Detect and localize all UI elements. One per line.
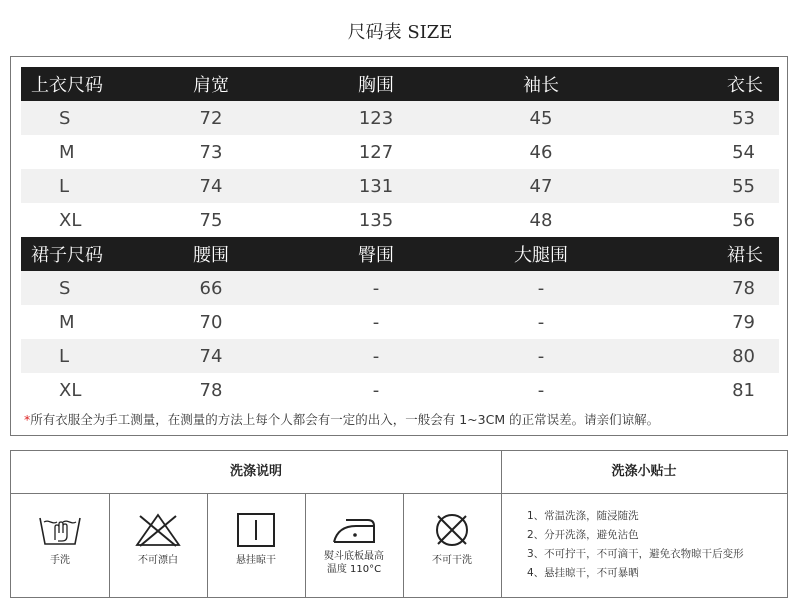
table-cell: 78 xyxy=(732,277,755,299)
hand-wash-icon xyxy=(36,512,84,548)
table-cell: 131 xyxy=(358,175,394,197)
table-cell: XL xyxy=(59,379,82,401)
top-table-header xyxy=(21,67,779,101)
care-icon-label: 手洗 xyxy=(50,555,70,566)
table-cell: 81 xyxy=(732,379,755,401)
table-cell: 74 xyxy=(199,345,223,367)
header-cell: 胸围 xyxy=(358,75,394,96)
iron-label-line1: 熨斗底板最高 xyxy=(324,551,384,562)
care-icon-cell xyxy=(207,494,305,598)
table-cell: 73 xyxy=(199,141,223,163)
care-tip: 1、常温洗涤，随浸随洗 xyxy=(527,510,639,522)
measurement-note xyxy=(24,410,659,428)
care-icon-cell xyxy=(11,494,109,598)
care-tip: 2、分开洗涤，避免沾色 xyxy=(527,529,639,541)
care-icon-cell xyxy=(109,494,207,598)
table-row xyxy=(21,203,779,237)
table-cell: - xyxy=(372,311,380,333)
table-cell: 75 xyxy=(199,209,223,231)
iron-label-line2: 温度 110°C xyxy=(326,564,382,575)
page-title: 尺码表 SIZE xyxy=(347,22,453,43)
table-cell: 46 xyxy=(529,141,553,163)
table-cell: S xyxy=(59,107,71,129)
header-cell: 大腿围 xyxy=(514,245,568,266)
table-cell: 54 xyxy=(732,141,755,163)
table-row xyxy=(21,305,779,339)
table-cell: 123 xyxy=(358,107,394,129)
care-tip: 4、悬挂晾干，不可暴晒 xyxy=(527,567,639,579)
table-cell: 45 xyxy=(529,107,553,129)
table-cell: - xyxy=(537,311,545,333)
table-row xyxy=(21,339,779,373)
care-icon-label xyxy=(305,550,403,576)
no-dry-clean-icon xyxy=(428,512,476,548)
header-cell: 腰围 xyxy=(193,245,229,266)
iron-icon xyxy=(328,512,380,546)
table-cell: L xyxy=(59,345,70,367)
header-cell: 衣长 xyxy=(727,75,763,96)
table-cell: 55 xyxy=(732,175,755,197)
care-tips-list xyxy=(527,507,744,583)
no-bleach-icon xyxy=(134,512,182,548)
care-tips-title: 洗涤小贴士 xyxy=(611,464,677,479)
table-cell: - xyxy=(372,379,380,401)
table-cell: 56 xyxy=(732,209,755,231)
table-cell: 47 xyxy=(529,175,553,197)
table-cell: - xyxy=(372,345,380,367)
table-cell: 70 xyxy=(199,311,223,333)
care-icon-cell xyxy=(305,494,403,598)
table-cell: 78 xyxy=(199,379,223,401)
table-cell: 79 xyxy=(732,311,755,333)
table-cell: XL xyxy=(59,209,82,231)
table-cell: S xyxy=(59,277,71,299)
note-text: 所有衣服全为手工测量，在测量的方法上每个人都会有一定的出入，一般会有 1~3CM 的正常误差。请亲们谅解。 xyxy=(30,412,660,427)
table-row xyxy=(21,373,779,407)
table-cell: M xyxy=(59,141,75,163)
note-asterisk: * xyxy=(24,412,31,427)
table-row xyxy=(21,271,779,305)
table-cell: 74 xyxy=(199,175,223,197)
table-cell: - xyxy=(537,379,545,401)
care-tip: 3、不可拧干，不可滴干，避免衣物晾干后变形 xyxy=(527,548,744,560)
care-icon-cell xyxy=(403,494,501,598)
table-cell: M xyxy=(59,311,75,333)
care-instructions-title: 洗涤说明 xyxy=(229,464,282,479)
table-cell: - xyxy=(372,277,380,299)
hang-dry-icon xyxy=(232,512,280,548)
divider xyxy=(501,451,502,597)
table-cell: 48 xyxy=(529,209,553,231)
table-cell: 127 xyxy=(358,141,394,163)
table-row xyxy=(21,135,779,169)
header-cell: 裙长 xyxy=(727,245,763,266)
table-cell: 53 xyxy=(732,107,755,129)
table-cell: 72 xyxy=(199,107,223,129)
care-icon-label: 悬挂晾干 xyxy=(236,555,276,566)
care-icon-label: 不可漂白 xyxy=(138,555,178,566)
table-cell: 135 xyxy=(358,209,394,231)
table-cell: - xyxy=(537,345,545,367)
table-cell: 80 xyxy=(732,345,755,367)
table-cell: - xyxy=(537,277,545,299)
header-cell: 肩宽 xyxy=(193,75,229,96)
table-cell: L xyxy=(59,175,70,197)
header-cell: 袖长 xyxy=(523,75,559,96)
header-cell: 臀围 xyxy=(358,245,394,266)
table-row xyxy=(21,101,779,135)
table-row xyxy=(21,169,779,203)
table-cell: 66 xyxy=(199,277,223,299)
care-icon-label: 不可干洗 xyxy=(432,555,472,566)
skirt-table-header xyxy=(21,237,779,271)
size-table xyxy=(21,67,779,407)
header-cell: 上衣尺码 xyxy=(31,75,103,96)
header-cell: 裙子尺码 xyxy=(31,245,103,266)
care-instructions-frame xyxy=(10,450,788,598)
